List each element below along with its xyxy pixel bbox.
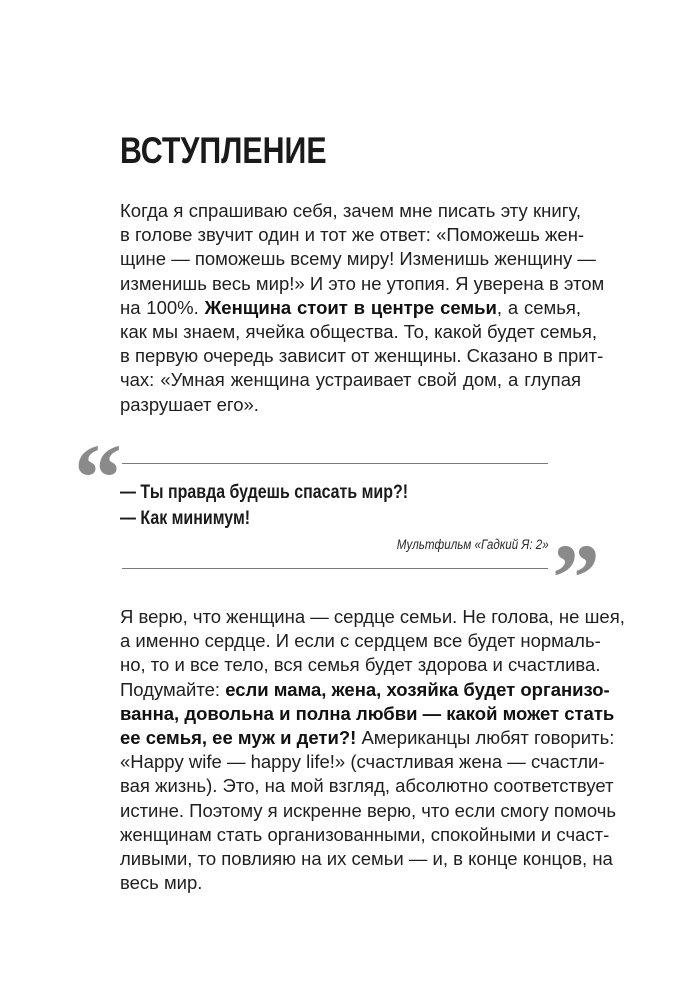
text-line: разрушает его».: [120, 393, 259, 415]
text-line: Я верю, что женщина — сердце семьи. Не голова, не шея,: [120, 606, 625, 627]
dialog-line: — Как минимум!: [120, 508, 251, 529]
text-line: но, то и все тело, вся семья будет здорова и счастлива.: [120, 654, 601, 676]
text-line: весь мир.: [120, 872, 203, 894]
quote-top-rule: [122, 463, 548, 464]
text-line: на 100%. Женщина стоит в центре семьи, а семья,: [120, 296, 582, 318]
text-line: Подумайте: если мама, жена, хозяйка будет организо-: [120, 678, 610, 700]
text-line: ливыми, то повлияю на их семьи — и, в конце концов, на: [120, 848, 613, 870]
text-line: в голове звучит один и тот же ответ: «Поможешь жен-: [120, 224, 585, 246]
bold-text: если мама, жена, хозяйка будет организо-: [225, 678, 610, 700]
chapter-heading: ВСТУПЛЕНИЕ: [120, 130, 327, 171]
intro-paragraph: [120, 199, 605, 417]
text-line: «Happy wife — happy life!» (счастливая жена — счастли-: [120, 751, 605, 773]
text-line: [120, 702, 615, 726]
quote-bottom-rule: [122, 568, 548, 569]
text-line: Когда я спрашиваю себя, зачем мне писать эту книгу,: [120, 200, 581, 221]
epigraph-source: Мультфильм «Гадкий Я: 2»: [397, 537, 549, 552]
bold-text: ванна, довольна и полна любви — какой может стать: [120, 702, 615, 724]
text-line: чах: «Умная женщина устраивает свой дом, а глупая: [120, 369, 581, 391]
epigraph-dialog: [120, 480, 408, 532]
dialog-line: — Ты правда будешь спасать мир?!: [120, 482, 409, 503]
text-line: ее семья, ее муж и дети?! Американцы любят говорить:: [120, 727, 615, 749]
text-line: изменишь весь мир!» И это не утопия. Я уверена в этом: [120, 272, 605, 294]
text-line: в первую очередь зависит от женщины. Сказано в прит-: [120, 345, 604, 367]
text-line: вая жизнь). Это, на мой взгляд, абсолютно соответствует: [120, 775, 614, 797]
text-line: истине. Поэтому я искренне верю, что если смогу помочь: [120, 799, 617, 821]
body-paragraph: [120, 605, 625, 895]
open-quote-icon: “: [74, 424, 122, 531]
text-line: женщинам стать организованными, спокойными и счаст-: [120, 823, 610, 845]
close-quote-icon: ”: [552, 524, 600, 631]
bold-text: Женщина стоит в центре семьи: [204, 296, 497, 318]
text-line: щине — поможешь всему миру! Изменишь женщину —: [120, 248, 596, 270]
text-line: а именно сердце. И если с сердцем все будет нормаль-: [120, 630, 601, 652]
bold-text: ее семья, ее муж и дети?!: [120, 727, 357, 749]
text-line: как мы знаем, ячейка общества. То, какой будет семья,: [120, 321, 597, 343]
